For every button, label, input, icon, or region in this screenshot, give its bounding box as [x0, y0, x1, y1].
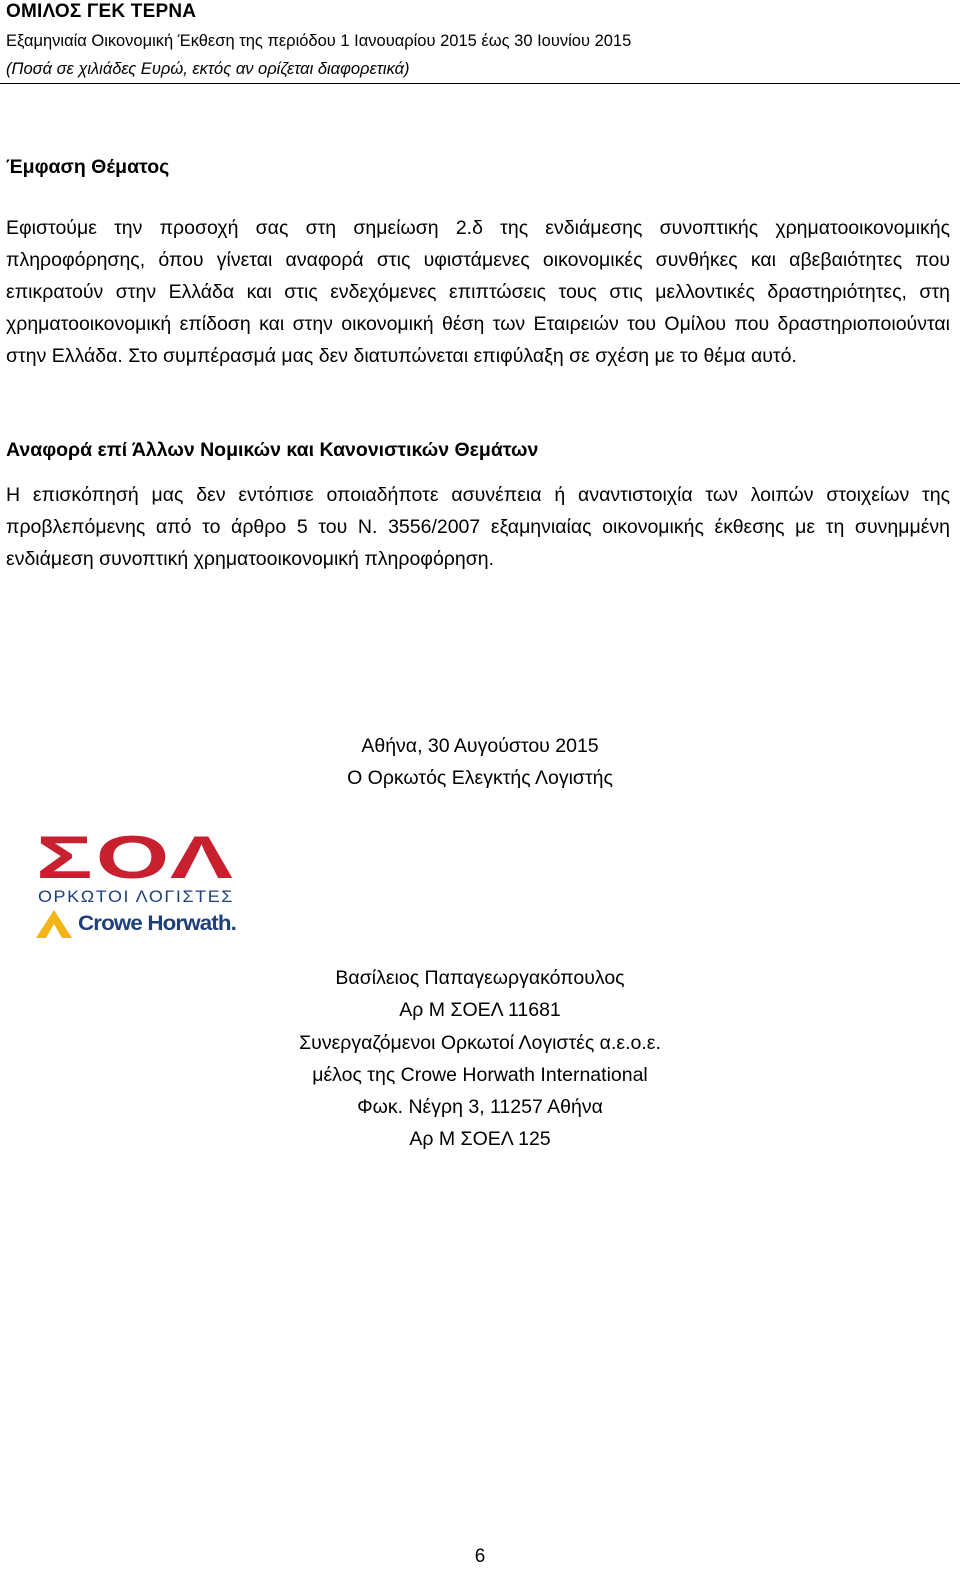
- firm-registration: Αρ Μ ΣΟΕΛ 125: [409, 1128, 551, 1151]
- auditor-name: Βασίλειος Παπαγεωργακόπουλος: [335, 967, 625, 989]
- logo-tagline: ΟΡΚΩΤΟΙ ΛΟΓΙΣΤΕΣ: [38, 887, 234, 906]
- emphasis-paragraph: Εφιστούμε την προσοχή σας στη σημείωση 2.δ της ενδιάμεσης συνοπτικής χρηματοοικονομικής πληροφόρησης, όπου γίνεται αναφορά στις υφιστάμενες οικονομικές συνθήκες και αβεβαιότητες που επικρατούν στην Ελλάδα και στις ενδεχόμενες επιπτώσεις τους στις μελλοντικές δραστηριότητες, στη χρηματοοικονομική επίδοση και στην οικονομική θέση των Εταιρειών του Ομίλου που δραστηριοποιούνται στην Ελλάδα. Στο συμπέρασμά μας δεν διατυπώνεται επιφύλαξη σε σχέση με το θέμα αυτό.: [6, 217, 950, 367]
- signature-date-block: [0, 730, 960, 795]
- place-date: Αθήνα, 30 Αυγούστου 2015: [361, 735, 599, 757]
- logo-mark: ΣΟΛ: [36, 826, 236, 891]
- logo-brand: Crowe Horwath.: [78, 912, 236, 935]
- firm-name: Συνεργαζόμενοι Ορκωτοί Λογιστές α.ε.ο.ε.: [299, 1031, 661, 1054]
- emphasis-heading: Έμφαση Θέματος: [6, 156, 170, 178]
- currency-note: (Ποσά σε χιλιάδες Ευρώ, εκτός αν ορίζεται διαφορετικά): [6, 60, 410, 78]
- other-matters-heading: Αναφορά επί Άλλων Νομικών και Κανονιστικών Θεμάτων: [6, 439, 539, 461]
- auditor-details-block: [0, 962, 960, 1156]
- crowe-flame-icon: [36, 910, 72, 938]
- page-number: 6: [474, 1546, 486, 1567]
- firm-membership: μέλος της Crowe Horwath International: [312, 1063, 648, 1086]
- report-title: Εξαμηνιαία Οικονομική Έκθεση της περιόδου 1 Ιανουαρίου 2015 έως 30 Ιουνίου 2015: [6, 32, 632, 50]
- firm-address: Φωκ. Νέγρη 3, 11257 Αθήνα: [357, 1096, 603, 1119]
- header-divider: [0, 83, 960, 84]
- company-name: ΟΜΙΛΟΣ ΓΕΚ ΤΕΡΝΑ: [6, 1, 197, 22]
- auditor-role: Ο Ορκωτός Ελεγκτής Λογιστής: [347, 767, 613, 790]
- auditor-registration: Αρ Μ ΣΟΕΛ 11681: [399, 999, 561, 1022]
- other-matters-paragraph: Η επισκόπησή μας δεν εντόπισε οποιαδήποτε ασυνέπεια ή αναντιστοιχία των λοιπών στοιχείων της προβλεπόμενης από το άρθρο 5 του Ν. 3556/2007 εξαμηνιαίας οικονομικής έκθεσης με τη συνημμένη ενδιάμεση συνοπτική χρηματοοικονομική πληροφόρηση.: [6, 484, 950, 570]
- sol-crowe-horwath-logo: [34, 826, 244, 942]
